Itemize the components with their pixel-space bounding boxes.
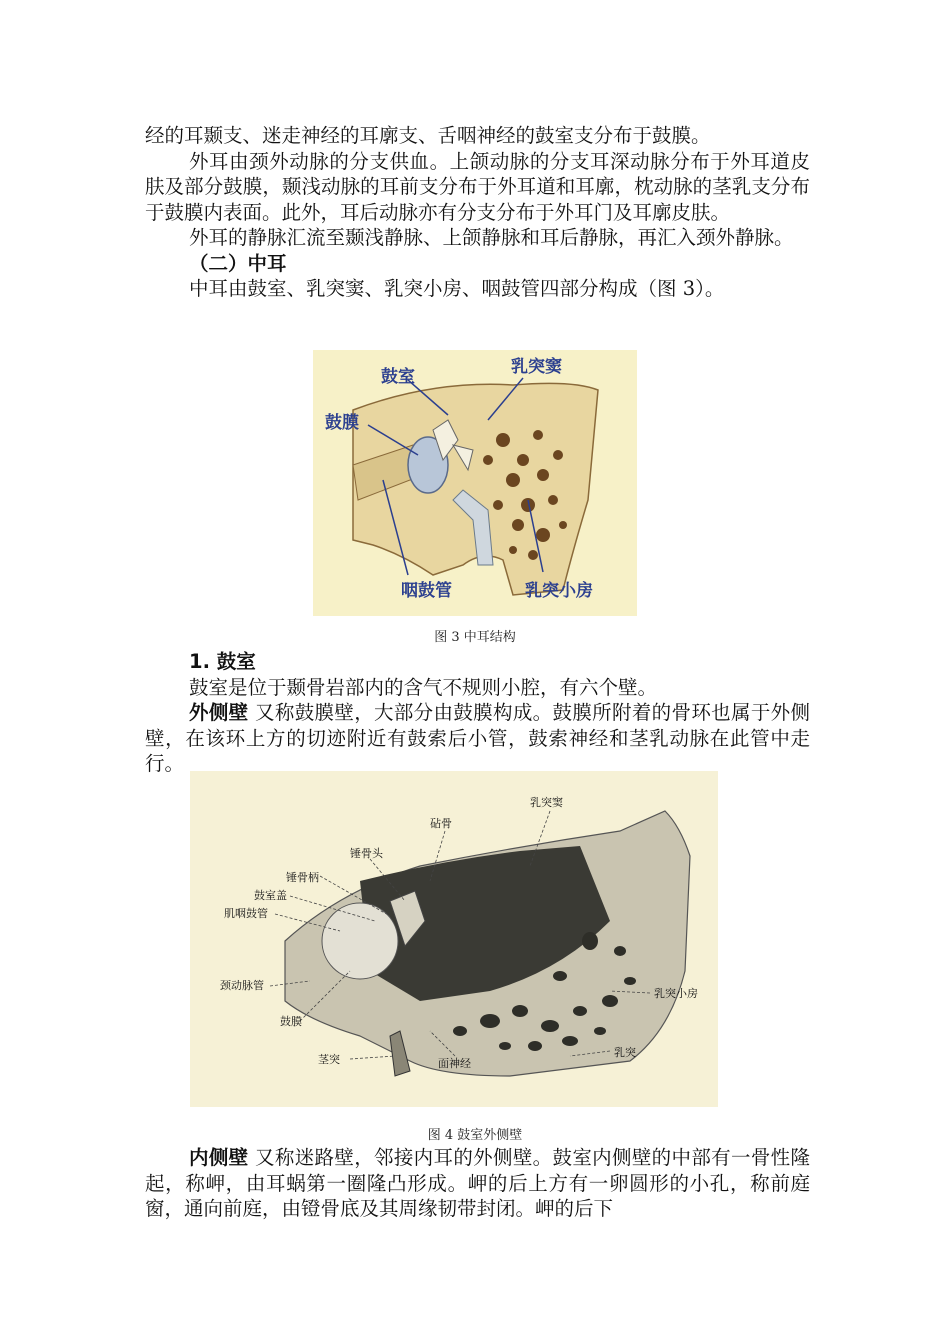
paragraph: 外耳的静脉汇流至颞浅静脉、上颌静脉和耳后静脉，再汇入颈外静脉。	[189, 226, 794, 249]
fig3-label-rutuxiaofang: 乳突小房	[525, 581, 593, 601]
fig4-label-chuigubing: 锤骨柄	[286, 871, 319, 884]
fig4-label-jingdongmai: 颈动脉管	[220, 979, 264, 992]
fig4-label-zhengu: 砧骨	[430, 817, 452, 830]
lateral-wall-text: 又称鼓膜壁，大部分由鼓膜构成。鼓膜所附着的骨环也属于外侧壁，在该环上方的切迹附近有鼓索后小管，鼓索神经和茎乳动脉在此管中走行。	[145, 701, 810, 775]
bottom-text-block	[145, 1145, 810, 1222]
figure-3-illustration	[313, 350, 637, 616]
paragraph: 经的耳颞支、迷走神经的耳廓支、舌咽神经的鼓室支分布于鼓膜。	[145, 124, 711, 147]
fig4-label-rutu: 乳突	[614, 1046, 636, 1059]
fig4-label-jiyangu: 肌咽鼓管	[224, 907, 268, 920]
paragraph: 中耳由鼓室、乳突窦、乳突小房、咽鼓管四部分构成（图 3）。	[189, 277, 725, 300]
term-medial-wall: 内侧壁	[189, 1146, 249, 1169]
fig4-label-gushigai: 鼓室盖	[254, 889, 287, 902]
paragraph: 外耳由颈外动脉的分支供血。上颌动脉的分支耳深动脉分布于外耳道皮肤及部分鼓膜，颞浅动脉的耳前支分布于外耳道和耳廓，枕动脉的茎乳支分布于鼓膜内表面。此外，耳后动脉亦有分支分布于外耳门及耳廓皮肤。	[145, 149, 810, 224]
fig4-label-jingtu: 茎突	[318, 1053, 340, 1066]
paragraph-lateral-wall	[145, 700, 810, 777]
fig3-label-rutudou: 乳突窦	[511, 357, 562, 377]
section-1-text	[145, 649, 810, 777]
medial-wall-text: 又称迷路壁，邻接内耳的外侧壁。鼓室内侧壁的中部有一骨性隆起，称岬，由耳蜗第一圈隆凸形成。岬的后上方有一卵圆形的小孔，称前庭窗，通向前庭，由镫骨底及其周缘韧带封闭。岬的后下	[145, 1146, 810, 1220]
fig3-label-gumo: 鼓膜	[325, 413, 359, 433]
figure-4-tympanic-lateral-wall	[190, 771, 718, 1107]
fig4-label-rutuxiaofang: 乳突小房	[654, 987, 698, 1000]
paragraph-medial-wall	[145, 1145, 810, 1222]
figure-4-illustration	[190, 771, 718, 1107]
fig3-label-yangu: 咽鼓管	[401, 581, 452, 601]
top-text-block	[145, 123, 810, 302]
figure-3-caption: 图 3 中耳结构	[434, 630, 516, 645]
figure-3-middle-ear	[313, 350, 637, 616]
fig4-label-gumo: 鼓膜	[280, 1015, 302, 1028]
fig4-label-mianshenjing: 面神经	[438, 1057, 471, 1070]
fig3-label-gushi: 鼓室	[381, 367, 415, 387]
term-lateral-wall: 外侧壁	[189, 701, 249, 724]
fig4-label-chuigutou: 锤骨头	[350, 847, 383, 860]
section-heading: （二）中耳	[189, 251, 287, 275]
sub-heading: 1. 鼓室	[189, 650, 256, 673]
figure-4-caption: 图 4 鼓室外侧壁	[427, 1128, 523, 1143]
paragraph: 鼓室是位于颞骨岩部内的含气不规则小腔，有六个壁。	[189, 675, 658, 699]
fig4-label-rutudou: 乳突窦	[530, 796, 563, 809]
